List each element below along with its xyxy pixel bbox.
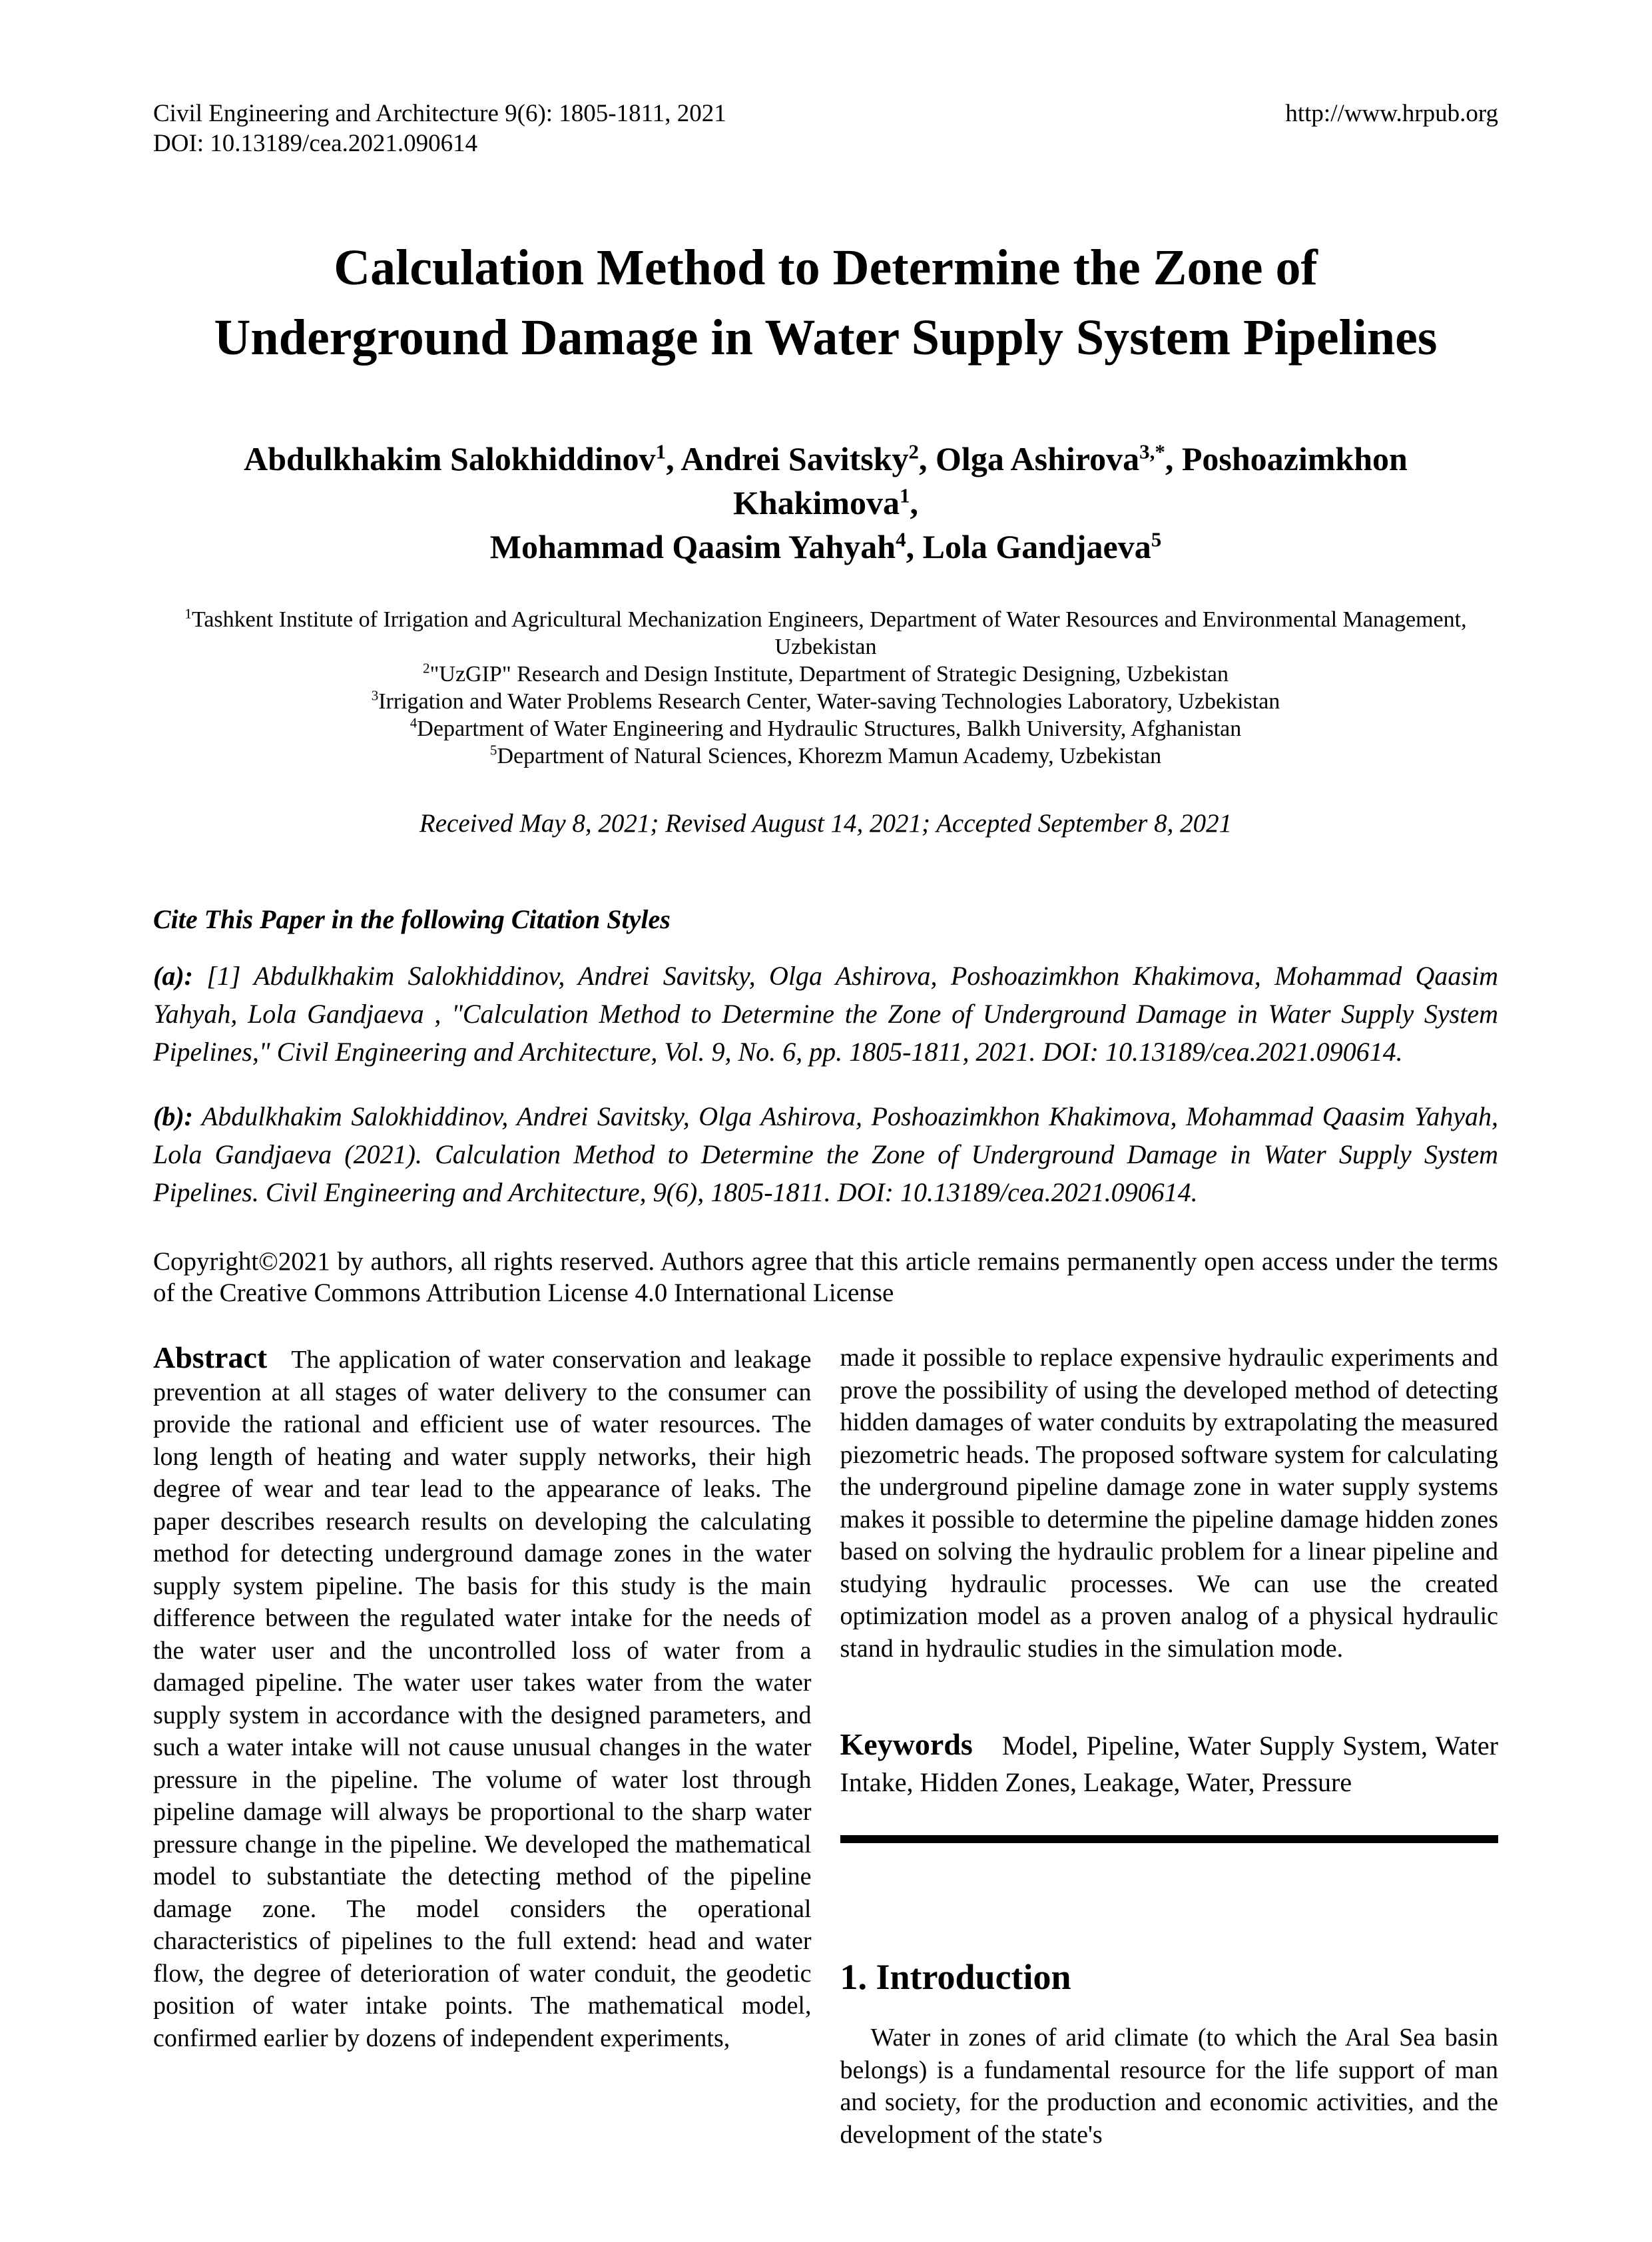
section-divider-rule <box>840 1835 1499 1843</box>
abstract-continuation-paragraph <box>840 1342 1499 1665</box>
citation-a-label: (a): <box>153 961 193 991</box>
abstract-paragraph <box>153 1342 812 2054</box>
citation-b <box>153 1097 1498 1211</box>
title-line-2: Underground Damage in Water Supply System Pipelines <box>214 310 1438 366</box>
copyright-notice: Copyright©2021 by authors, all rights reserved. Authors agree that this article remains permanently open access under the terms of the Creative Commons Attribution License 4.0 International License <box>153 1247 1498 1307</box>
author-superscript: 2 <box>908 439 920 463</box>
title-line-1: Calculation Method to Determine the Zone of <box>334 240 1318 296</box>
keywords-paragraph <box>840 1726 1499 1801</box>
author-name: Abdulkhakim Salokhiddinov$^1$, <box>244 439 681 477</box>
affiliation-line: $^3$Irrigation and Water Problems Research Center, Water-saving Technologies Laboratory, Uzbekistan <box>371 687 1280 714</box>
affiliation-superscript: 4 <box>410 714 417 731</box>
doi-line: DOI: 10.13189/cea.2021.090614 <box>153 130 478 157</box>
author-name: Poshoazimkhon Khakimova$^1$, <box>732 440 1408 521</box>
authors-line-1 <box>153 437 1498 525</box>
affiliations-list <box>153 606 1498 770</box>
two-column-body <box>153 1342 1498 2151</box>
affiliation-superscript: 3 <box>371 687 379 704</box>
citation-a-text: [1] Abdulkhakim Salokhiddinov, Andrei Savitsky, Olga Ashirova, Poshoazimkhon Khakimova, Mohammad Qaasim Yahyah, Lola Gandjaeva , "Calculation Method to Determine the Zone of Underground Damage in Water Supply System Pipelines," Civil Engineering and Architecture, Vol. 9, No. 6, pp. 1805-1811, 2021. DOI: 10.13189/cea.2021.090614. <box>153 961 1498 1067</box>
abstract-text-col1: The application of water conservation and leakage prevention at all stages of water delivery to the consumer can provide the rational and efficient use of water resources. The long length of heating and water supply networks, their high degree of wear and tear lead to the appearance of leaks. The paper describes research results on developing the calculating method for detecting underground damage zones in the water supply system pipeline. The basis for this study is the main difference between the regulated water intake for the needs of the water user and the uncontrolled loss of water from a damaged pipeline. The water user takes water from the water supply system in accordance with the designed parameters, and such a water intake will not cause unusual changes in the water pressure in the pipeline. The volume of water lost through pipeline damage will always be proportional to the sharp water pressure change in the pipeline. We developed the mathematical model to substantiate the detecting method of the pipeline damage zone. The model considers the operational characteristics of pipelines to the full extend: head and water flow, the degree of deterioration of water conduit, the geodetic position of water intake points. The mathematical model, confirmed earlier by dozens of independent experiments, <box>153 1346 812 2052</box>
received-dates-line: Received May 8, 2021; Revised August 14, 2021; Accepted September 8, 2021 <box>419 809 1233 838</box>
journal-issue-line: Civil Engineering and Architecture 9(6): 1805-1811, 2021 <box>153 100 726 127</box>
abstract-text-col2: made it possible to replace expensive hydraulic experiments and prove the possibility of using the developed method of detecting hidden damages of water conduits by extrapolating the measured piezometric heads. The proposed software system for calculating the underground pipeline damage zone in water supply systems makes it possible to determine the pipeline damage hidden zones based on solving the hydraulic problem for a linear pipeline and studying hydraulic processes. We can use the created optimization model as a proven analog of a physical hydraulic stand in hydraulic studies in the simulation mode. <box>840 1344 1498 1663</box>
right-column <box>840 1342 1499 2151</box>
affiliation-line: $^1$Tashkent Institute of Irrigation and Agricultural Mechanization Engineers, Department of Water Resources and Environmental Management, Uzbekistan <box>184 605 1467 659</box>
author-superscript: 5 <box>1151 527 1162 551</box>
abstract-label: Abstract <box>153 1340 268 1374</box>
citation-a <box>153 957 1498 1071</box>
affiliation-superscript: 2 <box>422 660 430 677</box>
introduction-heading: 1. Introduction <box>840 1957 1071 1997</box>
cite-styles-heading: Cite This Paper in the following Citation Styles <box>153 904 671 934</box>
authors-block <box>153 437 1498 569</box>
author-superscript: 3,* <box>1139 439 1165 463</box>
authors-line-2 <box>153 525 1498 569</box>
affiliation-superscript: 5 <box>489 742 497 758</box>
author-superscript: 1 <box>655 439 667 463</box>
journal-info <box>153 99 726 158</box>
author-name: Mohammad Qaasim Yahyah$^4$, <box>489 527 923 565</box>
paper-title <box>153 233 1498 373</box>
affiliation-superscript: 1 <box>184 605 192 622</box>
keywords-text: Model, Pipeline, Water Supply System, Water Intake, Hidden Zones, Leakage, Water, Pressure <box>840 1731 1498 1797</box>
keywords-label: Keywords <box>840 1727 973 1761</box>
affiliation-line: $^2$"UzGIP" Research and Design Institute, Department of Strategic Designing, Uzbekistan <box>422 660 1229 687</box>
publisher-url-link[interactable]: http://www.hrpub.org <box>1285 100 1498 127</box>
left-column <box>153 1342 812 2054</box>
author-name: Lola Gandjaeva$^5$ <box>922 527 1162 565</box>
author-superscript: 1 <box>900 483 910 507</box>
page-header <box>153 99 1498 158</box>
author-name: Olga Ashirova$^{3,*}$, <box>936 439 1182 477</box>
citation-b-text: Abdulkhakim Salokhiddinov, Andrei Savitsky, Olga Ashirova, Poshoazimkhon Khakimova, Mohammad Qaasim Yahyah, Lola Gandjaeva (2021). Calculation Method to Determine the Zone of Underground Damage in Water Supply System Pipelines. Civil Engineering and Architecture, 9(6), 1805-1811. DOI: 10.13189/cea.2021.090614. <box>153 1101 1498 1207</box>
author-superscript: 4 <box>896 527 906 551</box>
affiliation-line: $^5$Department of Natural Sciences, Khorezm Mamun Academy, Uzbekistan <box>489 742 1162 768</box>
citation-b-label: (b): <box>153 1101 193 1131</box>
introduction-paragraph: Water in zones of arid climate (to which the Aral Sea basin belongs) is a fundamental resource for the life support of man and society, for the production and economic activities, and the development of the state's <box>840 2024 1498 2149</box>
author-name: Andrei Savitsky$^2$, <box>681 439 936 477</box>
affiliation-line: $^4$Department of Water Engineering and Hydraulic Structures, Balkh University, Afghanistan <box>410 714 1242 741</box>
